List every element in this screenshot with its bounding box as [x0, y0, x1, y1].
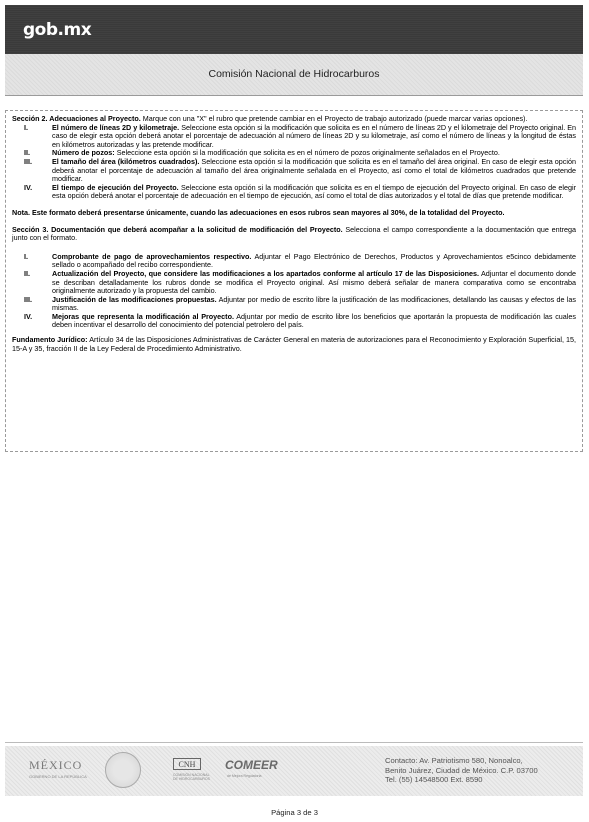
section2-intro: Marque con una "X" el rubro que pretende cambiar en el Proyecto de trabajo autorizado (puede marcar varias opciones).	[142, 114, 528, 123]
item-title: Número de pozos:	[52, 148, 115, 158]
item-title: El tamaño del área (kilómetros cuadrados).	[52, 156, 200, 166]
item-title: Justificación de las modificaciones propuestas.	[52, 294, 217, 304]
mexico-logo: MÉXICO	[29, 758, 83, 772]
list-item	[12, 253, 576, 270]
footer-divider	[5, 742, 583, 743]
item-number: IV.	[24, 311, 33, 321]
section3-intro: Selecciona el campo correspondiente a la documentación que entrega junto con el formato.	[12, 224, 577, 243]
national-seal-icon	[105, 752, 141, 788]
item-text: Adjuntar por medio de escrito libre la justificación de las modificaciones, detallando las causas y efectos de las mismas.	[52, 294, 576, 313]
contact-line: Benito Juárez, Ciudad de México. C.P. 03700	[385, 765, 538, 775]
list-item	[12, 158, 576, 184]
item-text: Adjuntar el documento donde se describan detalladamente los rubros donde se modifica el Proyecto original. Así mismo deberá señalar de manera comparativa como se encontraba originalmente autorizado y la propuesta del cambio.	[52, 268, 576, 296]
section3-heading: Sección 3. Documentación que deberá acompañar a la solicitud de modificación del Proyecto.	[12, 224, 343, 234]
conamer-logo: COMEER	[225, 758, 278, 772]
cnh-logo: CNH	[173, 758, 201, 770]
item-title: Comprobante de pago de aprovechamientos respectivo.	[52, 251, 252, 261]
legal-basis-label: Fundamento Jurídico:	[12, 335, 88, 345]
legal-basis	[12, 336, 576, 353]
item-number: III.	[24, 294, 32, 304]
list-item	[12, 296, 576, 313]
list-item	[12, 313, 576, 330]
section3-list	[12, 253, 576, 330]
item-number: II.	[24, 148, 30, 158]
note-text: Nota. Este formato deberá presentarse únicamente, cuando las adecuaciones en esos rubros sean mayores al 30%, de la totalidad del Proyecto.	[12, 207, 505, 217]
item-number: I.	[24, 122, 28, 132]
conamer-logo-subtitle: de Mejora Regulatoria	[227, 774, 262, 778]
item-text: Seleccione esta opción si la modificación que solicita es en el tamaño del área original. En caso de elegir esta opción deberá anotar el porcentaje de adecuación al tamaño del área originalmente señalada en el Proyecto, así como el total de kilómetros cuadrados que pretende modificar.	[52, 156, 576, 184]
item-number: III.	[24, 156, 32, 166]
header-bar	[5, 5, 583, 54]
list-item	[12, 184, 576, 201]
item-text: Seleccione esta opción si la modificación que solicita es en el tiempo de ejecución del Proyecto original. En caso de elegir esta opción deberá anotar el porcentaje de adecuación en el tiempo de ejecución, así como el total de días autorizados y el total de días que pretende modificar.	[52, 182, 576, 201]
list-item	[12, 124, 576, 150]
section2-heading: Sección 2. Adecuaciones al Proyecto.	[12, 114, 141, 123]
page-number: Página 3 de 3	[271, 808, 318, 817]
item-title: Actualización del Proyecto, que considere las modificaciones a los apartados conforme al artículo 17 de las Disposiciones.	[52, 268, 479, 278]
footer	[5, 746, 583, 796]
mexico-logo-subtitle: GOBIERNO DE LA REPÚBLICA	[29, 774, 87, 779]
contact-line: Contacto: Av. Patriotismo 580, Nonoalco,	[385, 756, 523, 765]
item-number: II.	[24, 268, 30, 278]
item-number: I.	[24, 251, 28, 261]
item-number: IV.	[24, 182, 33, 192]
title-band	[5, 54, 583, 96]
contact-line: Tel. (55) 14548500 Ext. 8590	[385, 775, 483, 785]
section2-list	[12, 124, 576, 201]
list-item	[12, 270, 576, 296]
item-text: Seleccione esta opción si la modificación que solicita es en el número de pozos originalmente señalados en el Proyecto.	[116, 148, 500, 158]
institution-title: Comisión Nacional de Hidrocarburos	[208, 68, 380, 80]
item-title: El tiempo de ejecución del Proyecto.	[52, 182, 179, 192]
legal-basis-text: Artículo 34 de las Disposiciones Administrativas de Carácter General en materia de autorizaciones para el Reconocimiento y Exploración Superficial, 15, 15-A y 35, fracción II de la Ley Federal de Procedimiento Administrativo.	[12, 335, 576, 353]
cnh-logo-subtitle: COMISIÓN NACIONAL DE HIDROCARBUROS	[173, 773, 210, 781]
section3-paragraph	[12, 226, 576, 243]
item-text: Adjuntar el Pago Electrónico de Derechos, Productos y Aprovechamientos e5cinco debidamente sellado o acompañado del recibo correspondiente.	[52, 251, 576, 270]
item-text: Seleccione esta opción si la modificación que solicita es en el número de líneas 2D y el kilometraje del Proyecto original. En caso de elegir esta opción deberá anotar el porcentaje de adecuación al número de líneas 2D y su kilometraje, así como el número de líneas y la longitud de éstas en kilómetros autorizadas y las pretende modificar.	[52, 122, 577, 149]
form-content	[5, 110, 583, 452]
contact-info	[385, 756, 538, 785]
gobmx-logo: gob.mx	[23, 20, 92, 40]
item-title: El número de líneas 2D y kilometraje.	[52, 122, 180, 132]
item-text: Adjuntar por medio de escrito libre los beneficios que aportarán la propuesta de modificación las cuales deben incentivar el desarrollo del conocimiento del potencial petrolero del país.	[52, 311, 576, 330]
item-title: Mejoras que representa la modificación al Proyecto.	[52, 311, 234, 321]
